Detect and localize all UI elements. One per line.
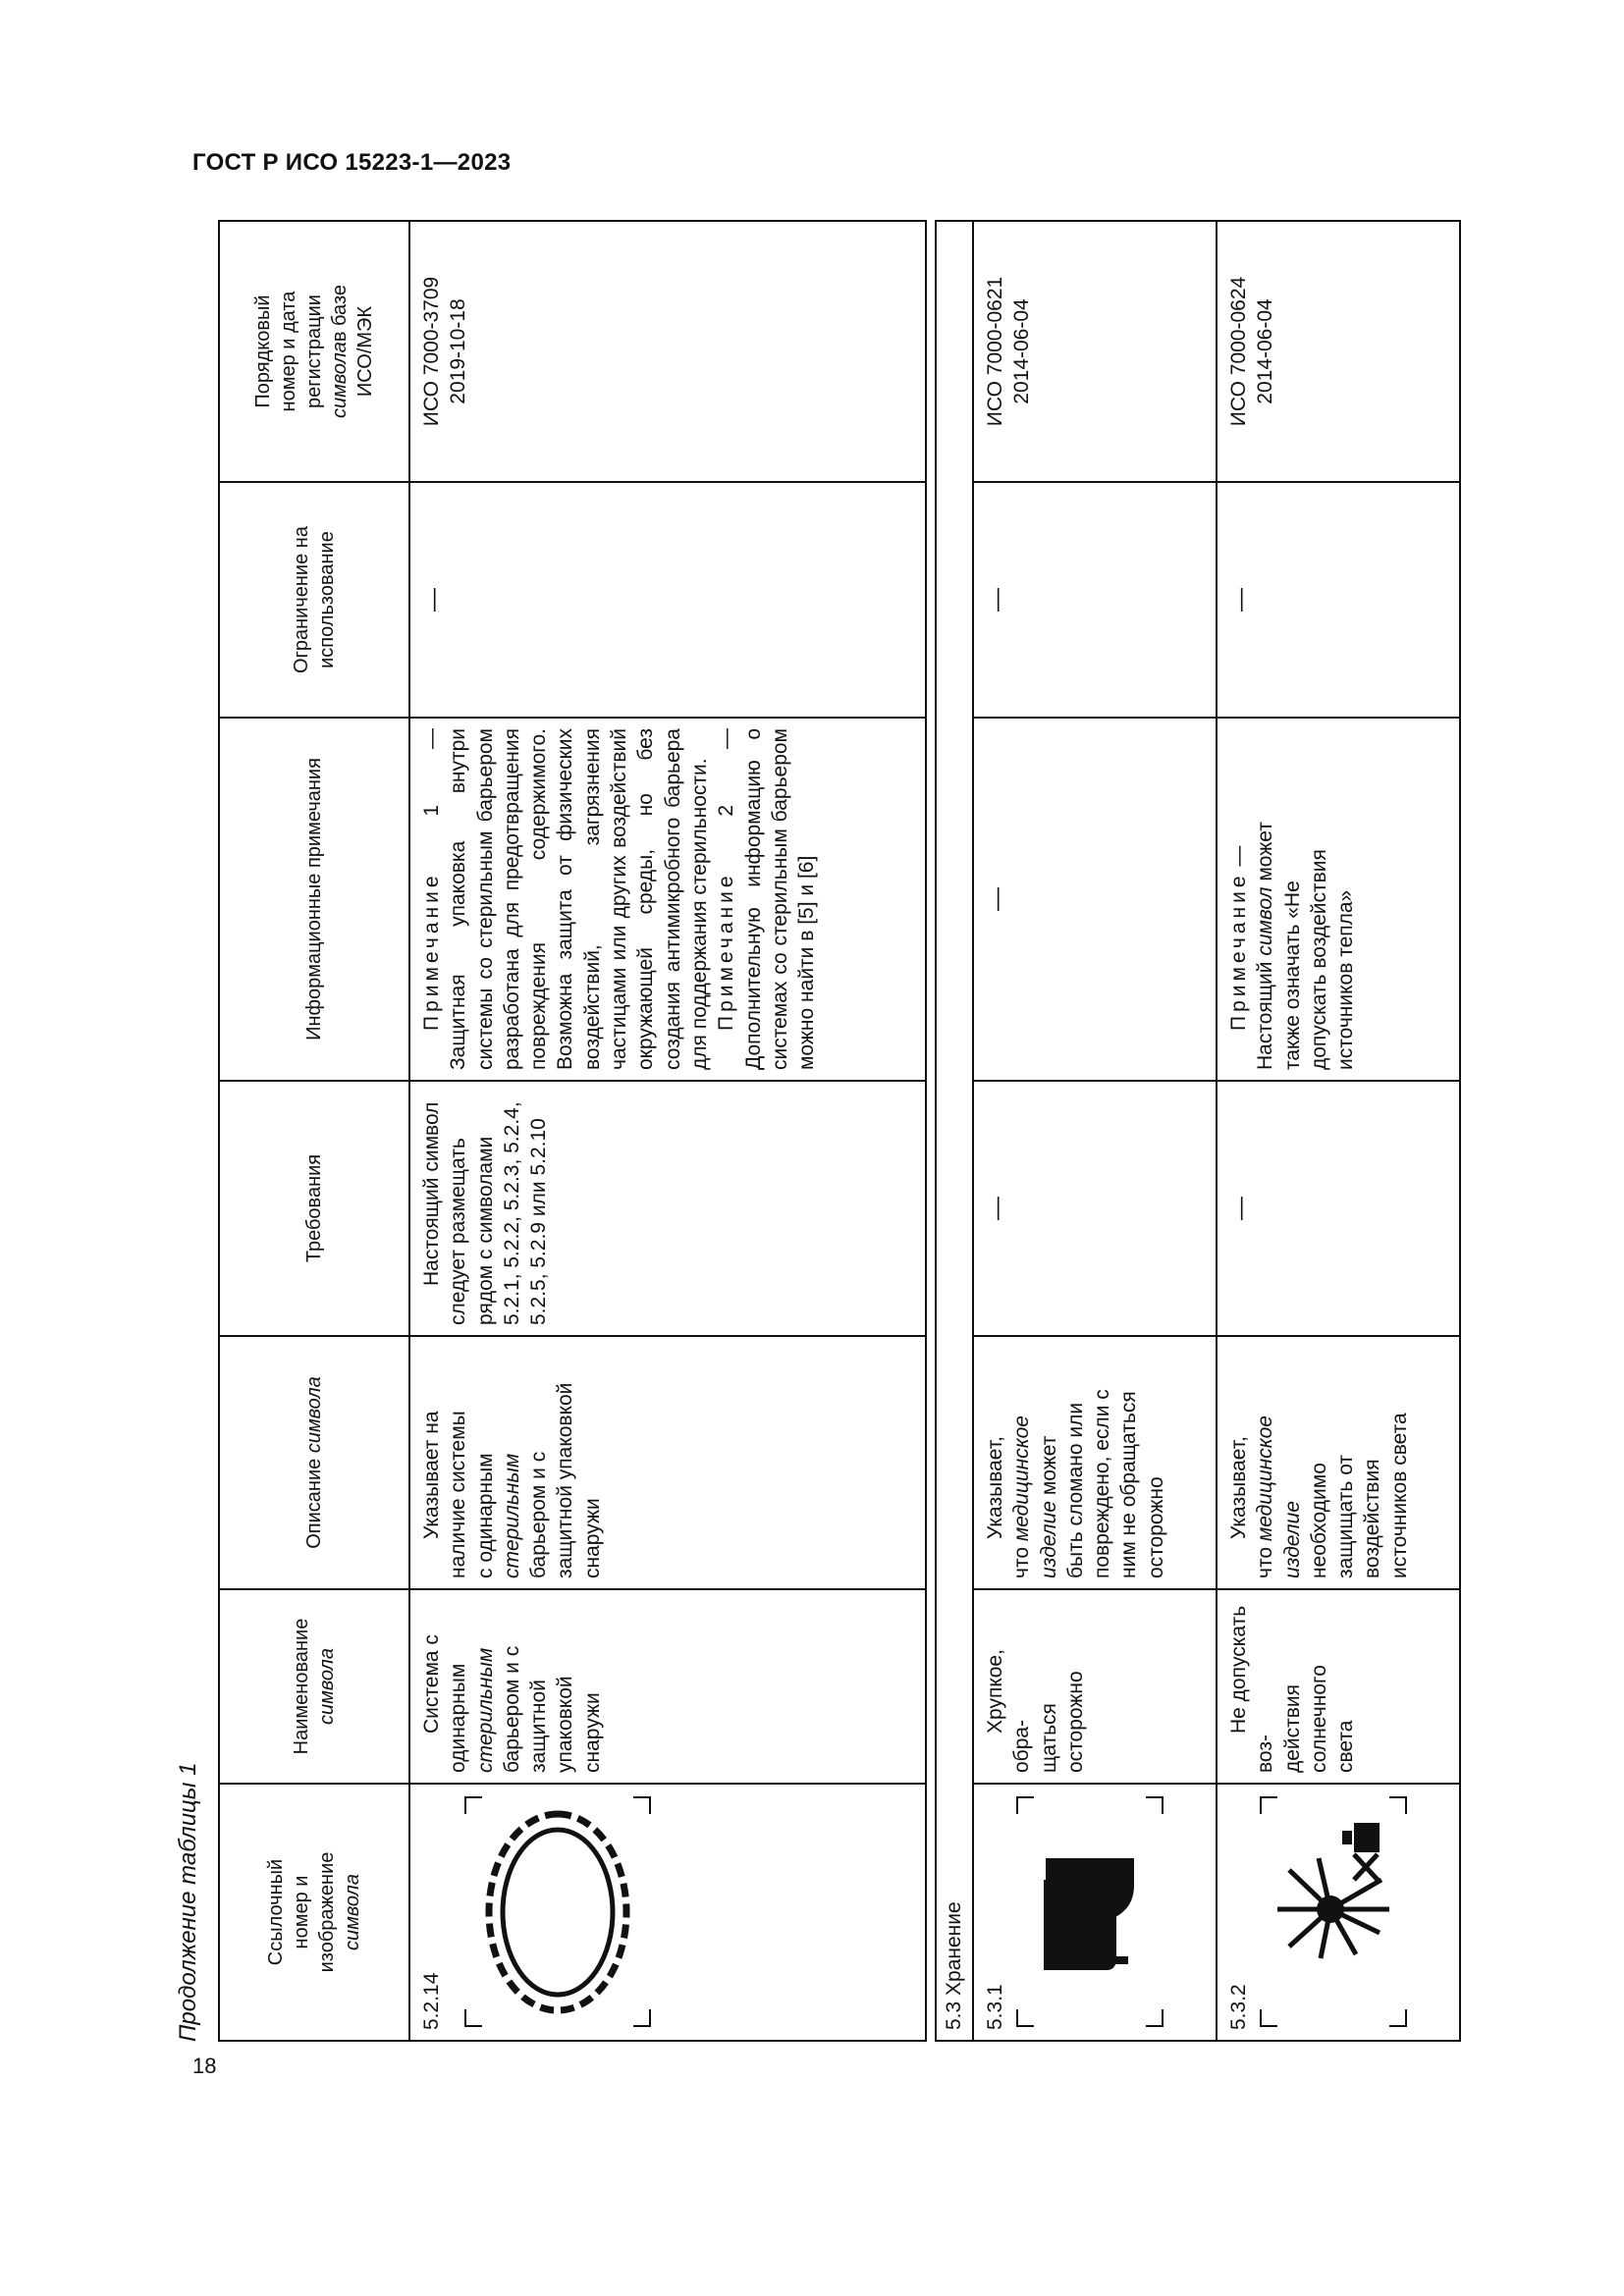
ref-cell — [1217, 1784, 1460, 2041]
ref-cell — [973, 1784, 1217, 2041]
col-header-req: Требования — [219, 1081, 409, 1336]
table-caption: Продолжение таблицы 1 — [175, 1762, 201, 2042]
requirements-cell: — — [973, 1081, 1217, 1336]
registration-cell: ИСО 7000-0624 2014-06-04 — [1217, 221, 1460, 482]
table-row — [1217, 221, 1460, 2041]
symbol-desc-cell: Указывает, что медицинское изделие может быть сломано или повреждено, если с ним не обращаться осторожно — [973, 1336, 1217, 1589]
rotated-table-block — [167, 222, 1463, 2042]
ellipse-dashed-barrier-icon — [464, 1797, 651, 2028]
section-title: 5.3 Хранение — [936, 221, 973, 2041]
table-header-row — [219, 221, 409, 2041]
fragile-glass-icon — [1016, 1797, 1164, 2028]
page-number: 18 — [192, 2054, 217, 2078]
ref-number: 5.3.2 — [1227, 1984, 1250, 2030]
table-row — [973, 221, 1217, 2041]
ref-number: 5.2.14 — [420, 1972, 443, 2030]
ref-number: 5.3.1 — [984, 1984, 1006, 2030]
section-row-storage — [936, 221, 973, 2041]
symbol-name-cell: Хрупкое, обра- щаться осторожно — [973, 1589, 1217, 1784]
symbol-desc-cell: Указывает на наличие системы с одинарным стерильным барьером и с защитной упаковкой снаружи — [409, 1336, 926, 1589]
col-header-reg: Порядковый номер и дата регистрации символав базе ИСО/МЭК — [219, 221, 409, 482]
col-header-ref: Ссылочный номер и изображение символа — [219, 1784, 409, 2041]
col-header-desc: Описание символа — [219, 1336, 409, 1589]
ref-cell — [409, 1784, 926, 2041]
symbol-name-cell: Не допускать воз- действия солнечного света — [1217, 1589, 1460, 1784]
limitation-cell: — — [409, 482, 926, 718]
symbol-name-cell: Система с одинарным стерильным барьером и с защитной упаковкой снаружи — [409, 1589, 926, 1784]
col-header-limit: Ограничение на использование — [219, 482, 409, 718]
symbol-desc-cell: Указывает, что медицинское изделие необходимо защищать от воздействия источников света — [1217, 1336, 1460, 1589]
symbols-table — [218, 220, 1461, 2042]
info-notes-cell: — — [973, 718, 1217, 1081]
registration-cell: ИСО 7000-3709 2019-10-18 — [409, 221, 926, 482]
keep-away-sunlight-icon — [1260, 1797, 1407, 2028]
col-header-name: Наименование символа — [219, 1589, 409, 1784]
info-notes-cell: Примечание 1 — Защитная упаковка внутри системы со стерильным барьером разработана для предотвращения повреждения содержимого. Возможна защита от физических воздействий, загрязнения частицами или других воздействий окружающей среды, но без создания антимикробного барьера для поддержания стерильности. Примечание 2 — Дополнительную информацию о системах со стерильным барьером можно найти в [5] и [6] — [409, 718, 926, 1081]
limitation-cell: — — [973, 482, 1217, 718]
registration-cell: ИСО 7000-0621 2014-06-04 — [973, 221, 1217, 482]
requirements-cell: — — [1217, 1081, 1460, 1336]
document-standard-header: ГОСТ Р ИСО 15223-1—2023 — [192, 149, 512, 176]
table-row — [409, 221, 926, 2041]
limitation-cell: — — [1217, 482, 1460, 718]
requirements-cell: Настоящий символ следует размещать рядом с символами 5.2.1, 5.2.2, 5.2.3, 5.2.4, 5.2.5, 5.2.9 или 5.2.10 — [409, 1081, 926, 1336]
col-header-info: Информационные примечания — [219, 718, 409, 1081]
info-notes-cell: Примечание — Настоящий символ может также означать «Не допускать воздействия источников тепла» — [1217, 718, 1460, 1081]
